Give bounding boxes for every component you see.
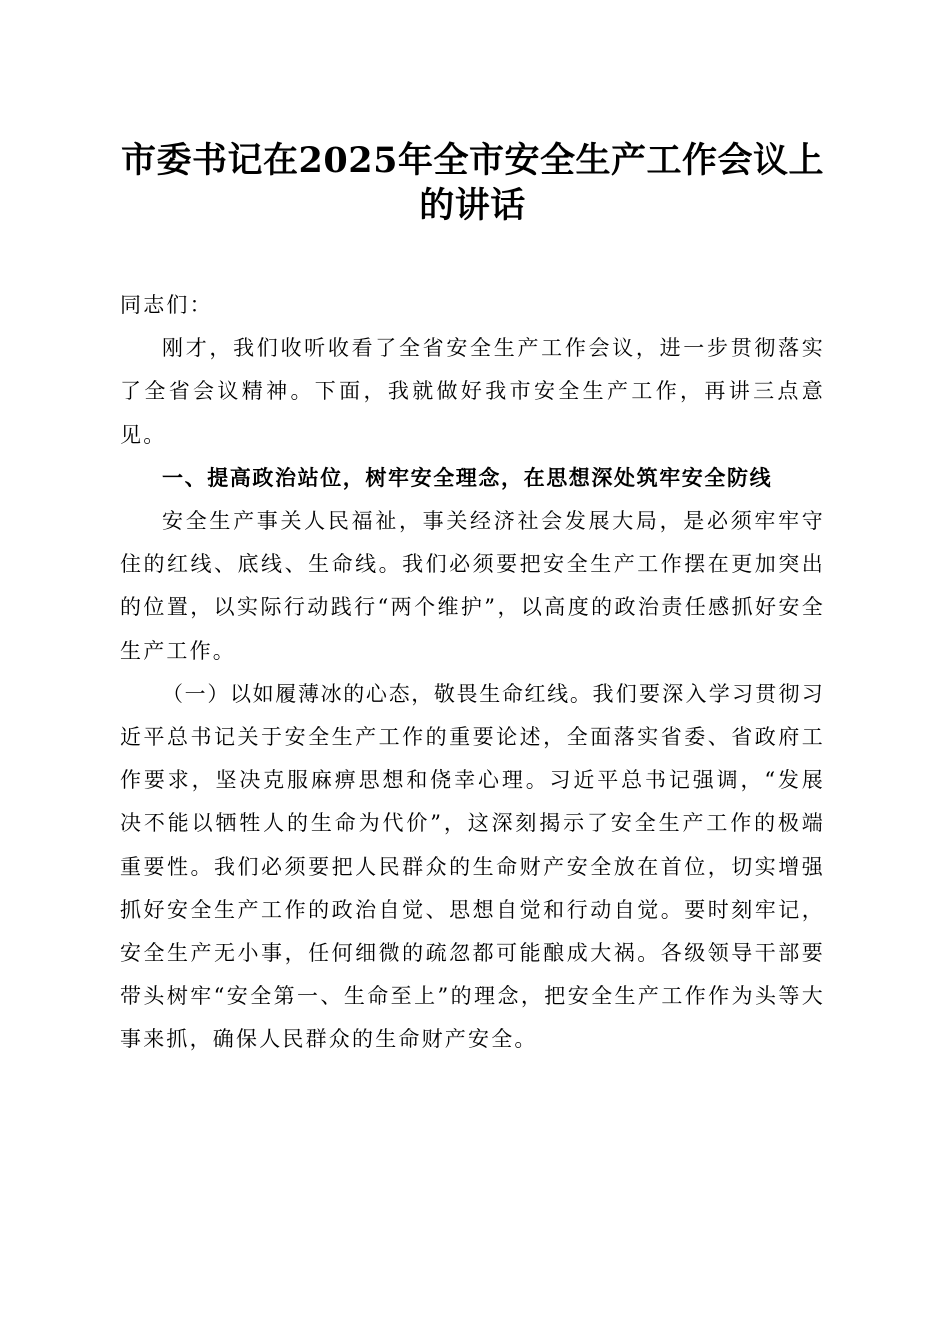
subsection-heading-1: （一）以如履薄冰的心态，敬畏生命红线。 — [162, 681, 593, 706]
document-title: 市委书记在2025年全市安全生产工作会议上的讲话 — [121, 140, 824, 226]
subsection-1-body: 我们要深入学习贯彻习近平总书记关于安全生产工作的重要论述，全面落实省委、省政府工作要求，坚决克服麻痹思想和侥幸心理。习近平总书记强调，“发展决不能以牺牲人的生命为代价”，这深刻揭示了安全生产工作的极端重要性。我们必须要把人民群众的生命财产安全放在首位，切实增强抓好安全生产工作的政治自觉、思想自觉和行动自觉。要时刻牢记，安全生产无小事，任何细微的疏忽都可能酿成大祸。各级领导干部要带头树牢“安全第一、生命至上”的理念，把安全生产工作作为头等大事来抓，确保人民群众的生命财产安全。 — [120, 681, 825, 1052]
section-1-paragraph: 安全生产事关人民福祉，事关经济社会发展大局，是必须牢牢守住的红线、底线、生命线。我们必须要把安全生产工作摆在更加突出的位置，以实际行动践行“两个维护”，以高度的政治责任感抓好安全生产工作。 — [120, 509, 825, 663]
intro-paragraph: 刚才，我们收听收看了全省安全生产工作会议，进一步贯彻落实了全省会议精神。下面，我就做好我市安全生产工作，再讲三点意见。 — [120, 336, 825, 447]
document-page — [120, 138, 825, 1062]
section-heading-1: 一、提高政治站位，树牢安全理念，在思想深处筑牢安全防线 — [162, 465, 773, 490]
salutation: 同志们： — [120, 293, 213, 317]
subsection-1-paragraph — [120, 673, 825, 1062]
